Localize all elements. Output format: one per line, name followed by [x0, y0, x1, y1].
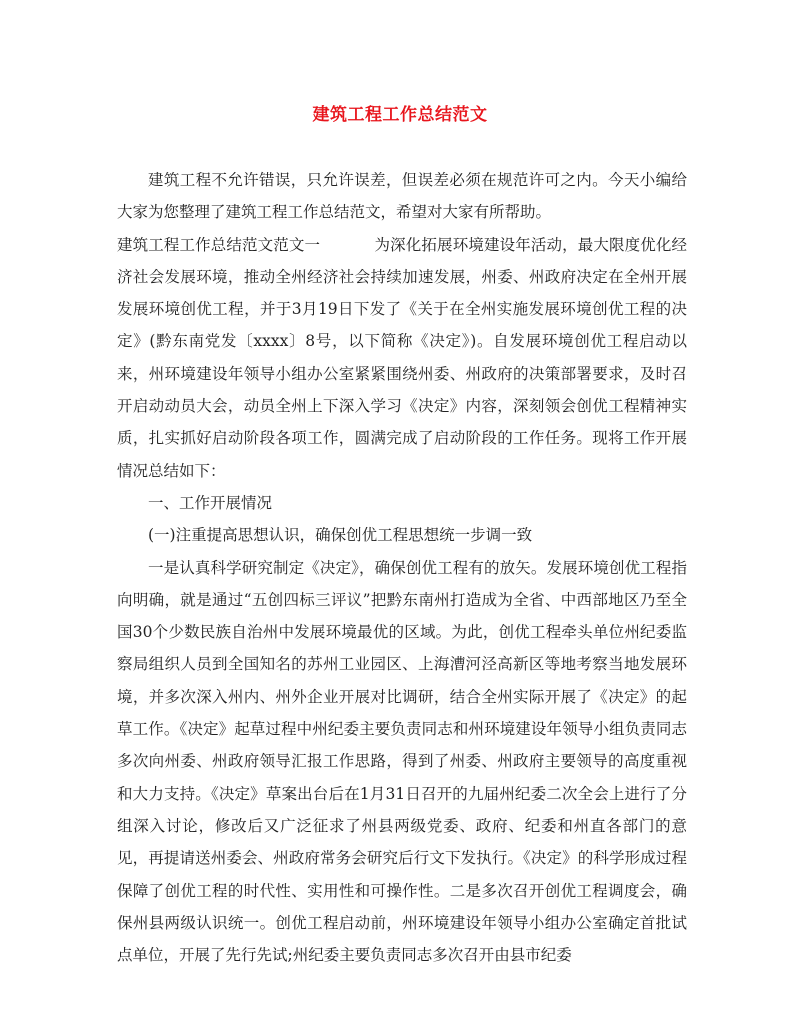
heading-work-status: 一、工作开展情况 [148, 493, 273, 512]
section-text: 为深化拓展环境建设年活动，最大限度优化经济社会发展环境，推动全州经济社会持续加速发展，州委、州政府决定在全州开展发展环境创优工程，并于3月19日下发了《关于在全州实施发展环境创优工程的决定》(黔东南党发〔xxxx〕8号，以下简称《决定》)。自发展环境创优工程启动以来，州环境建设年领导小组办公室紧紧围绕州委、州政府的决策部署要求，及时召开启动动员大会，动员全州上下深入学习《决定》内容，深刻领会创优工程精神实质，扎实抓好启动阶段各项工作，圆满完成了启动阶段的工作任务。现将工作开展情况总结如下： [117, 235, 687, 480]
intro-paragraph: 建筑工程不允许错误，只允许误差，但误差必须在规范许可之内。今天小编给大家为您整理了建筑工程工作总结范文，希望对大家有所帮助。 [117, 171, 687, 222]
document-body [117, 164, 687, 971]
section-paragraph [117, 229, 687, 487]
heading-thought-awareness: (一)注重提高思想认识，确保创优工程思想统一步调一致 [148, 526, 533, 545]
body-paragraph: 一是认真科学研究制定《决定》，确保创优工程有的放矢。发展环境创优工程指向明确，就是通过“五创四标三评议”把黔东南州打造成为全省、中西部地区乃至全国30个少数民族自治州中发展环境最优的区域。为此，创优工程牵头单位州纪委监察局组织人员到全国知名的苏州工业园区、上海漕河泾高新区等地考察当地发展环境，并多次深入州内、州外企业开展对比调研，结合全州实际开展了《决定》的起草工作。《决定》起草过程中州纪委主要负责同志和州环境建设年领导小组负责同志多次向州委、州政府领导汇报工作思路，得到了州委、州政府主要领导的高度重视和大力支持。《决定》草案出台后在1月31日召开的九届州纪委二次全会上进行了分组深入讨论，修改后又广泛征求了州县两级党委、政府、纪委和州直各部门的意见，再提请送州委会、州政府常务会研究后行文下发执行。《决定》的科学形成过程保障了创优工程的时代性、实用性和可操作性。二是多次召开创优工程调度会，确保州县两级认识统一。创优工程启动前，州环境建设年领导小组办公室确定首批试点单位，开展了先行先试;州纪委主要负责同志多次召开由县市纪委 [117, 558, 687, 965]
section-label: 建筑工程工作总结范文范文一 [117, 235, 321, 254]
document-title: 建筑工程工作总结范文 [312, 105, 488, 125]
